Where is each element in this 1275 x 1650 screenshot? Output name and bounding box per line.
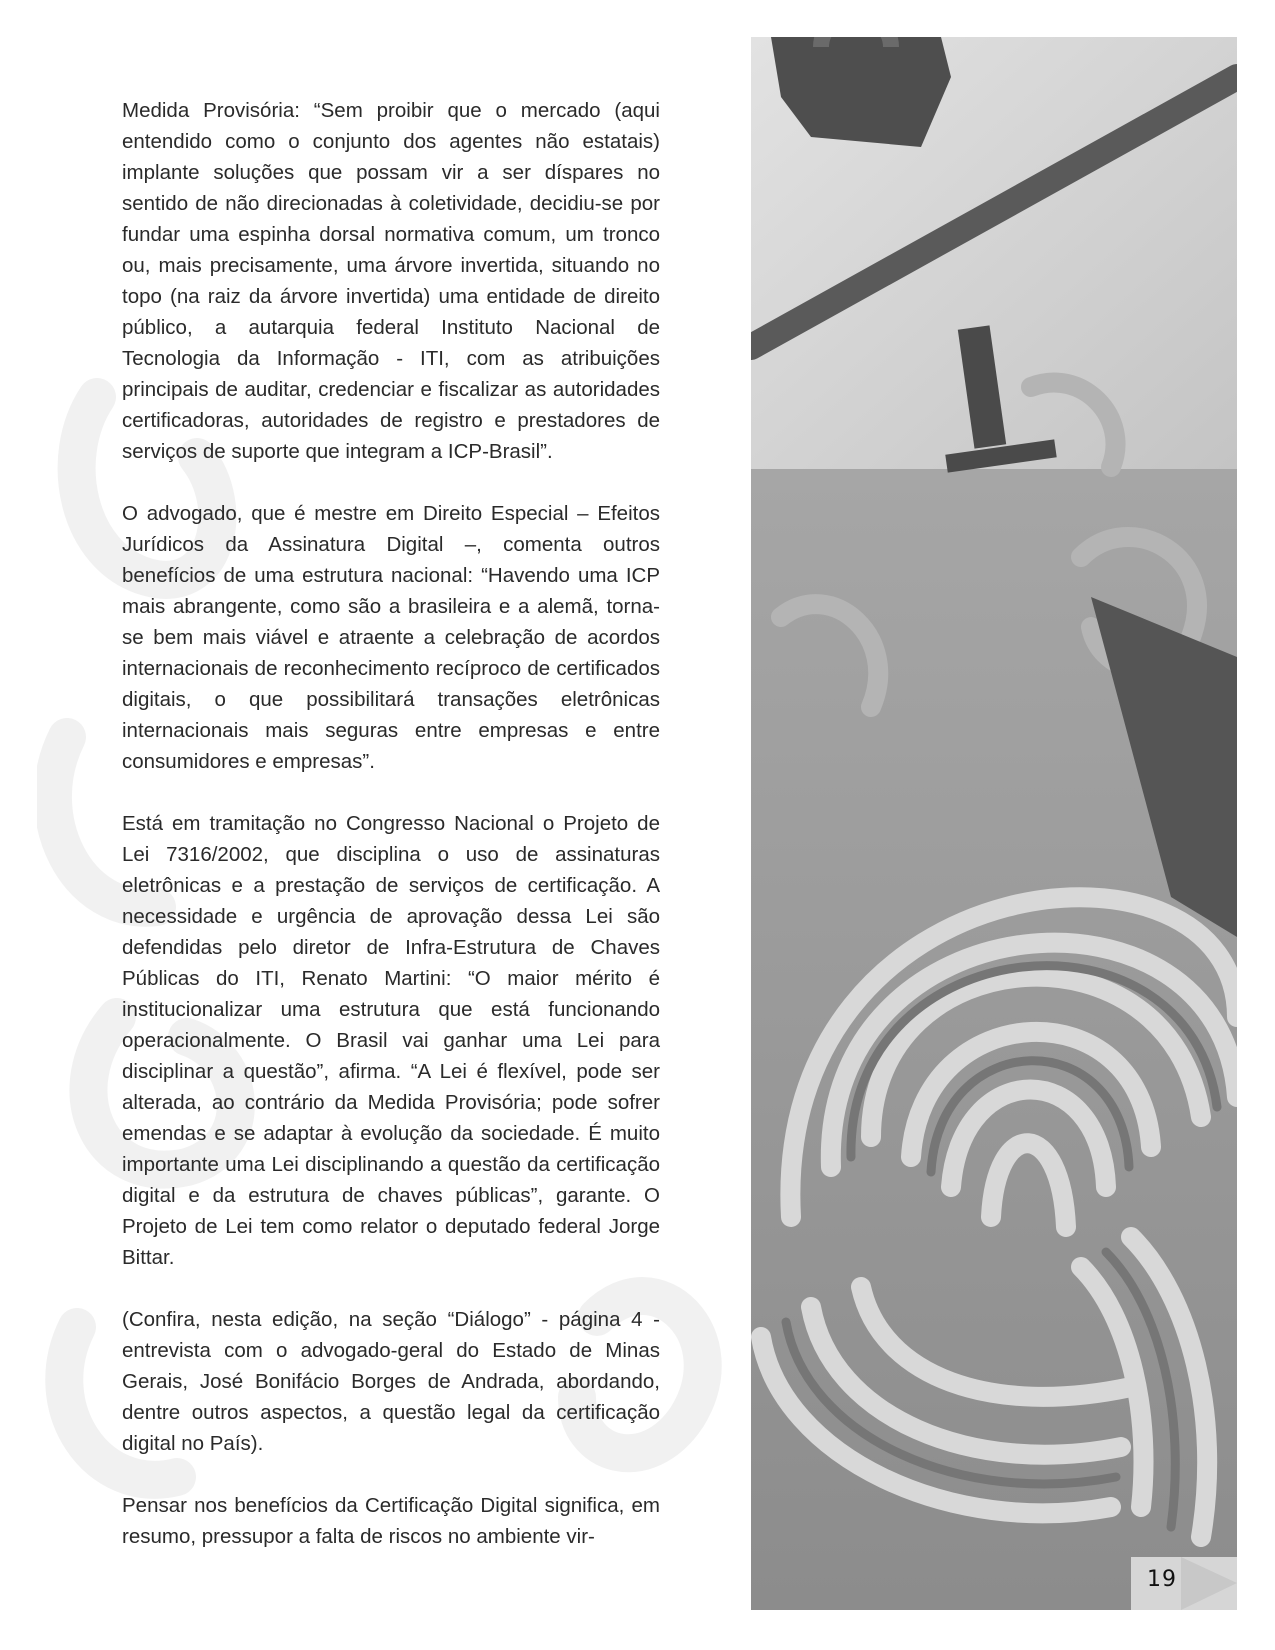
padlock-fingerprint-photo [751, 37, 1237, 1610]
paragraph: (Confira, nesta edição, na seção “Diálogo” - página 4 - entrevista com o advogado-geral do Estado de Minas Gerais, José Bonifácio Borges de Andrada, abordando, dentre outros aspectos, a questão legal da certificação digital no País). [122, 1308, 660, 1455]
paragraph: Está em tramitação no Congresso Nacional o Projeto de Lei 7316/2002, que disciplina o uso de assinaturas eletrônicas e a prestação de serviços de certificação. A necessidade e urgência de aprovação dessa Lei são defendidas pelo diretor de Infra-Estrutura de Chaves Públicas do ITI, Renato Martini: “O maior mérito é institucionalizar uma estrutura que está funcionando operacionalmente. O Brasil vai ganhar uma Lei para disciplinar a questão”, afirma. “A Lei é flexível, pode ser alterada, ao contrário da Medida Provisória; pode sofrer emendas e se adaptar à evolução da sociedade. É muito importante uma Lei disciplinando a questão da certificação digital e da estrutura de chaves públicas”, garante. O Projeto de Lei tem como relator o deputado federal Jorge Bittar. [122, 812, 660, 1269]
paragraph: O advogado, que é mestre em Direito Especial – Efeitos Jurídicos da Assinatura Digital –, comenta outros benefícios de uma estrutura nacional: “Havendo uma ICP mais abrangente, como são a brasileira e a alemã, torna-se bem mais viável e atraente a celebração de acordos internacionais de reconhecimento recíproco de certificados digitais, o que possibilitará transações eletrônicas internacionais mais seguras entre empresas e entre consumidores e empresas”. [122, 502, 660, 773]
page [37, 37, 1237, 1610]
paragraph: Medida Provisória: “Sem proibir que o mercado (aqui entendido como o conjunto dos agentes não estatais) implante soluções que possam vir a ser díspares no sentido de não direcionadas à coletividade, decidiu-se por fundar uma espinha dorsal normativa comum, um tronco ou, mais precisamente, uma árvore invertida, situando no topo (na raiz da árvore invertida) uma entidade de direito público, a autarquia federal Instituto Nacional de Tecnologia da Informação - ITI, com as atribuições principais de auditar, credenciar e fiscalizar as autoridades certificadoras, autoridades de registro e prestadores de serviços de suporte que integram a ICP-Brasil”. [122, 99, 660, 463]
padlock-fingerprint-photo-icon [751, 37, 1237, 1610]
page-number: 19 [1147, 1567, 1177, 1592]
article-body [122, 95, 660, 1583]
paragraph: Pensar nos benefícios da Certificação Digital significa, em resumo, pressupor a falta de riscos no ambiente vir- [122, 1494, 660, 1548]
